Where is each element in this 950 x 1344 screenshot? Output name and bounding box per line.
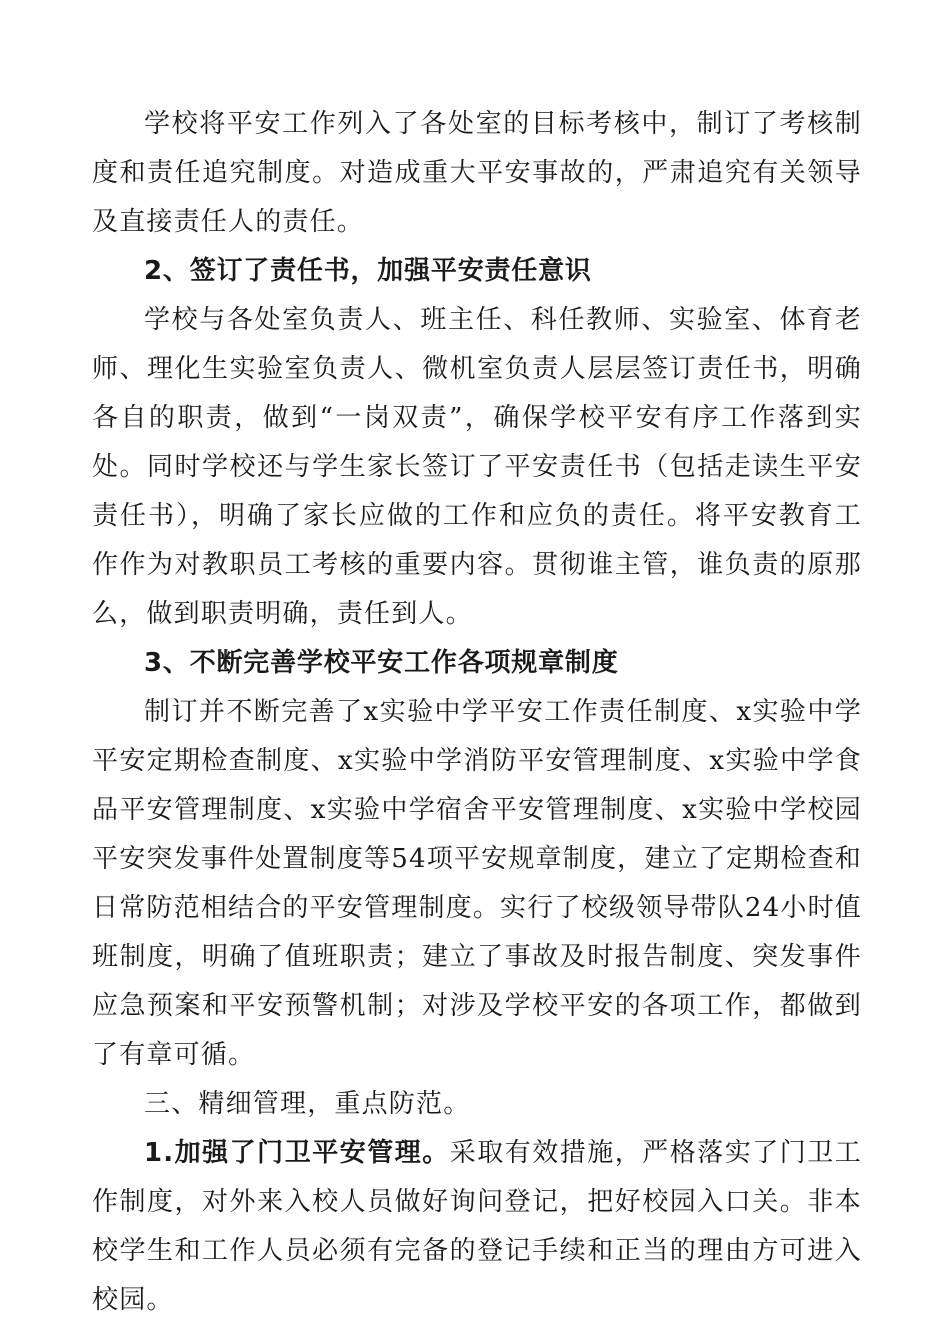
document-body [92, 100, 862, 1325]
paragraph-responsibility-letter: 学校与各处室负责人、班主任、科任教师、实验室、体育老师、理化生实验室负责人、微机室负责人层层签订责任书，明确各自的职责，做到“一岗双责”，确保学校平安有序工作落到实处。同时学校还与学生家长签订了平安责任书（包括走读生平安责任书），明确了家长应做的工作和应负的责任。将平安教育工作作为对教职员工考核的重要内容。贯彻谁主管，谁负责的原那么，做到职责明确，责任到人。 [92, 305, 862, 629]
gate-security-body: 采取有效措施，严格落实了门卫工作制度，对外来入校人员做好询问登记，把好校园入口关。非本校学生和工作人员必须有完备的登记手续和正当的理由方可进入校园。 [92, 1138, 862, 1315]
paragraph-gate-security [92, 1129, 862, 1325]
gate-security-lead: 1.加强了门卫平安管理。 [144, 1138, 450, 1168]
paragraph-rules-and-regulations: 制订并不断完善了x实验中学平安工作责任制度、x实验中学平安定期检查制度、x实验中学消防平安管理制度、x实验中学食品平安管理制度、x实验中学宿舍平安管理制度、x实验中学校园平安突发事件处置制度等54项平安规章制度，建立了定期检查和日常防范相结合的平安管理制度。实行了校级领导带队24小时值班制度，明确了值班职责；建立了事故及时报告制度、突发事件应急预案和平安预警机制；对涉及学校平安的各项工作，都做到了有章可循。 [92, 697, 862, 1070]
section-heading-fine-management: 三、精细管理，重点防范。 [144, 1089, 471, 1119]
paragraph-assessment-system: 学校将平安工作列入了各处室的目标考核中，制订了考核制度和责任追究制度。对造成重大平安事故的，严肃追究有关领导及直接责任人的责任。 [92, 109, 862, 237]
heading-responsibility-letter: 2、签订了责任书，加强平安责任意识 [144, 256, 592, 286]
heading-rules-and-regulations: 3、不断完善学校平安工作各项规章制度 [144, 648, 619, 678]
